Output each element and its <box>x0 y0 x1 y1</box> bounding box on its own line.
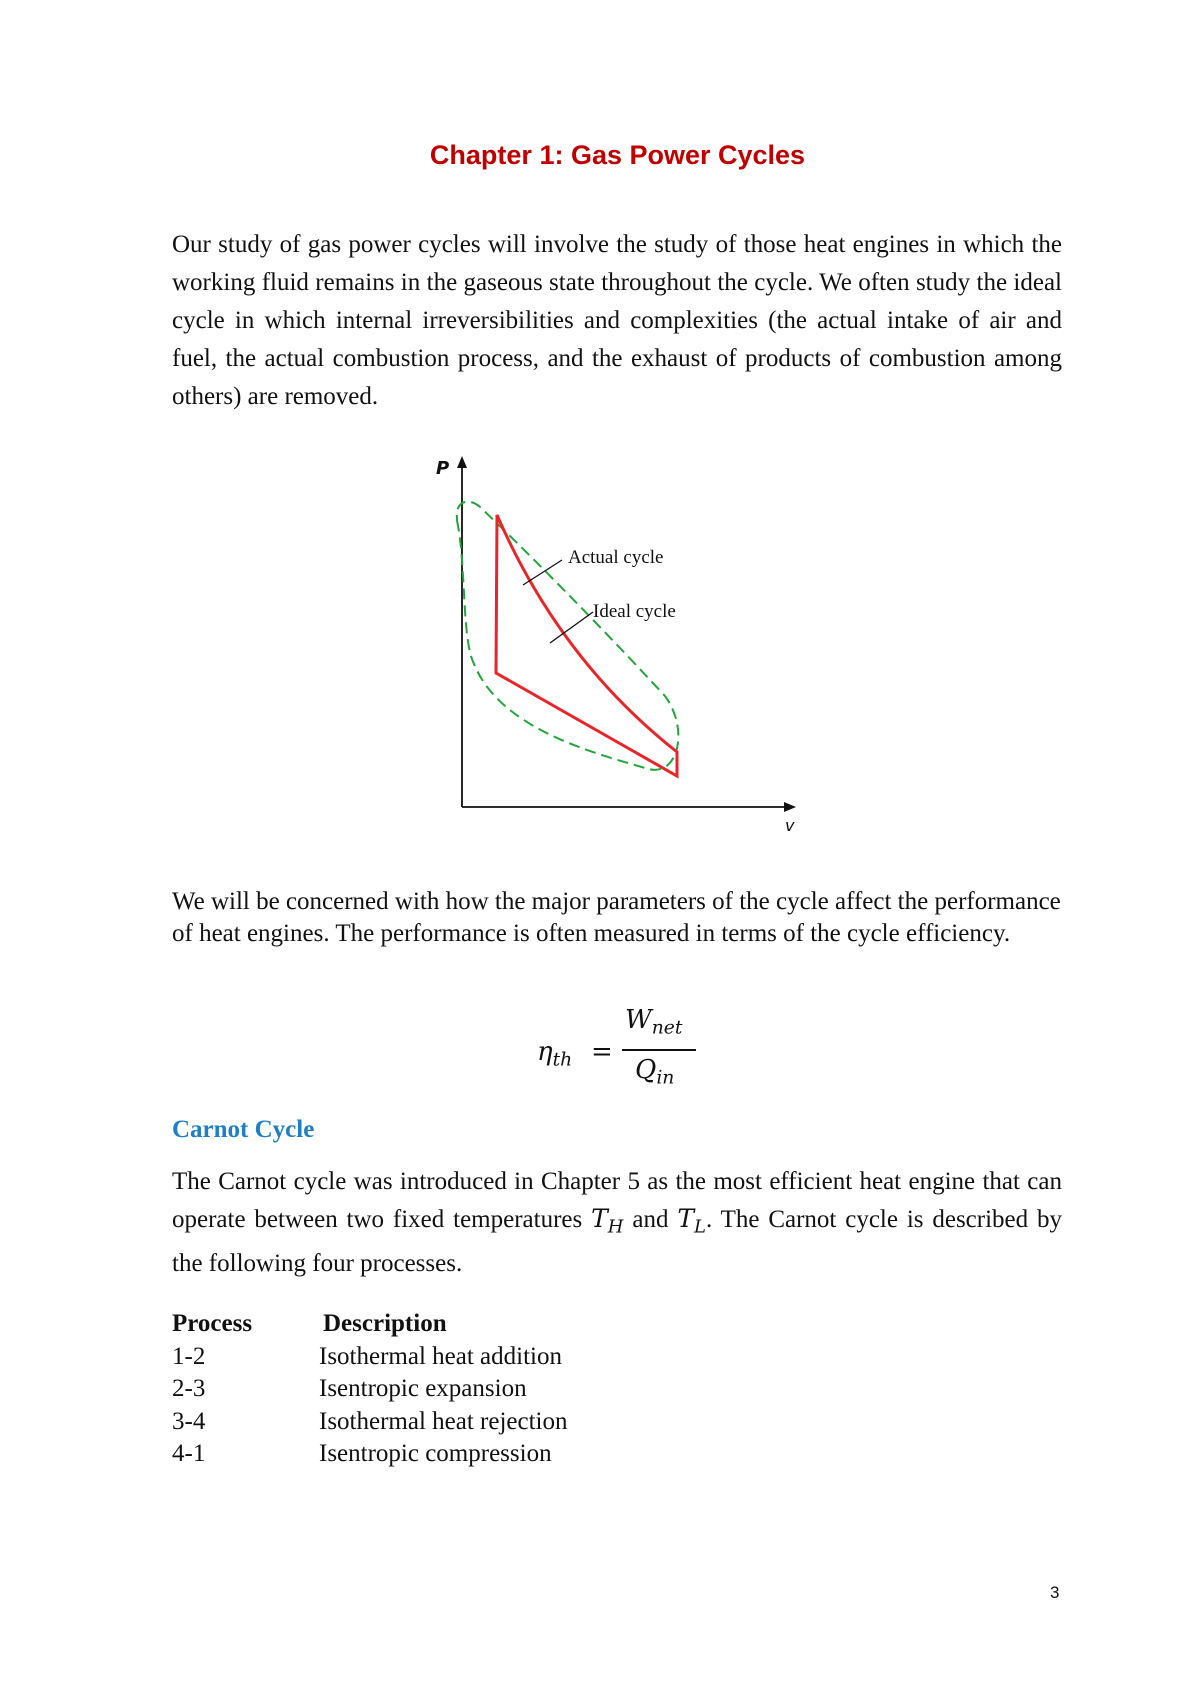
header-process: Process <box>172 1310 253 1337</box>
v-axis-arrow <box>784 802 796 812</box>
intro-paragraph: Our study of gas power cycles will involve the study of those heat engines in which the working fluid remains in the gaseous state throughout the cycle. We often study the ideal cycle in which internal irreversibilities and complexities (the actual intake of air and fuel, the actual combustion process, and the exhaust of products of combustion among others) are removed. <box>172 231 1062 410</box>
ideal-cycle-label: Ideal cycle <box>593 601 676 622</box>
process-description: Isentropic compression <box>319 1440 552 1467</box>
process-id: 3-4 <box>172 1407 206 1435</box>
process-description: Isothermal heat addition <box>319 1342 562 1370</box>
process-id: 4-1 <box>172 1440 206 1467</box>
page-number: 3 <box>1050 1583 1060 1602</box>
v-axis-label: v <box>785 816 795 835</box>
header-description: Description <box>323 1310 447 1337</box>
process-description: Isothermal heat rejection <box>319 1407 568 1435</box>
actual-cycle-leader <box>523 560 562 585</box>
eq-eta: $\eta_{th}$ <box>537 1037 573 1071</box>
p-axis-label: P <box>436 458 450 479</box>
section-heading-carnot: Carnot Cycle <box>172 1116 315 1143</box>
fraction-bar <box>622 1049 696 1051</box>
pv-diagram <box>430 450 810 850</box>
eq-equals: = <box>591 1037 613 1067</box>
eq-denominator: $Q_{in}$ <box>635 1055 675 1089</box>
t-l-symbol: $T_L$ <box>677 1204 706 1238</box>
t-h-symbol: $T_H$ <box>591 1204 624 1238</box>
efficiency-equation <box>520 1005 760 1095</box>
process-id: 2-3 <box>172 1375 206 1402</box>
ideal-cycle-leader <box>550 612 593 643</box>
eq-numerator: $W_{net}$ <box>625 1005 683 1039</box>
carnot-paragraph: The Carnot cycle was introduced in Chapter 5 as the most efficient heat engine that can operate between two fixed temperatures $T_H$ and $T_L$. The Carnot cycle is described by the following four processes. <box>172 1168 1062 1278</box>
p-axis-arrow <box>457 456 467 468</box>
process-description: Isentropic expansion <box>319 1375 527 1402</box>
chapter-title: Chapter 1: Gas Power Cycles <box>429 140 806 170</box>
actual-cycle-curve <box>457 502 679 770</box>
actual-cycle-label: Actual cycle <box>568 547 664 568</box>
performance-paragraph: We will be concerned with how the major parameters of the cycle affect the performance of heat engines. The performance is often measured in terms of the cycle efficiency. <box>172 888 1061 947</box>
process-id: 1-2 <box>172 1342 206 1370</box>
